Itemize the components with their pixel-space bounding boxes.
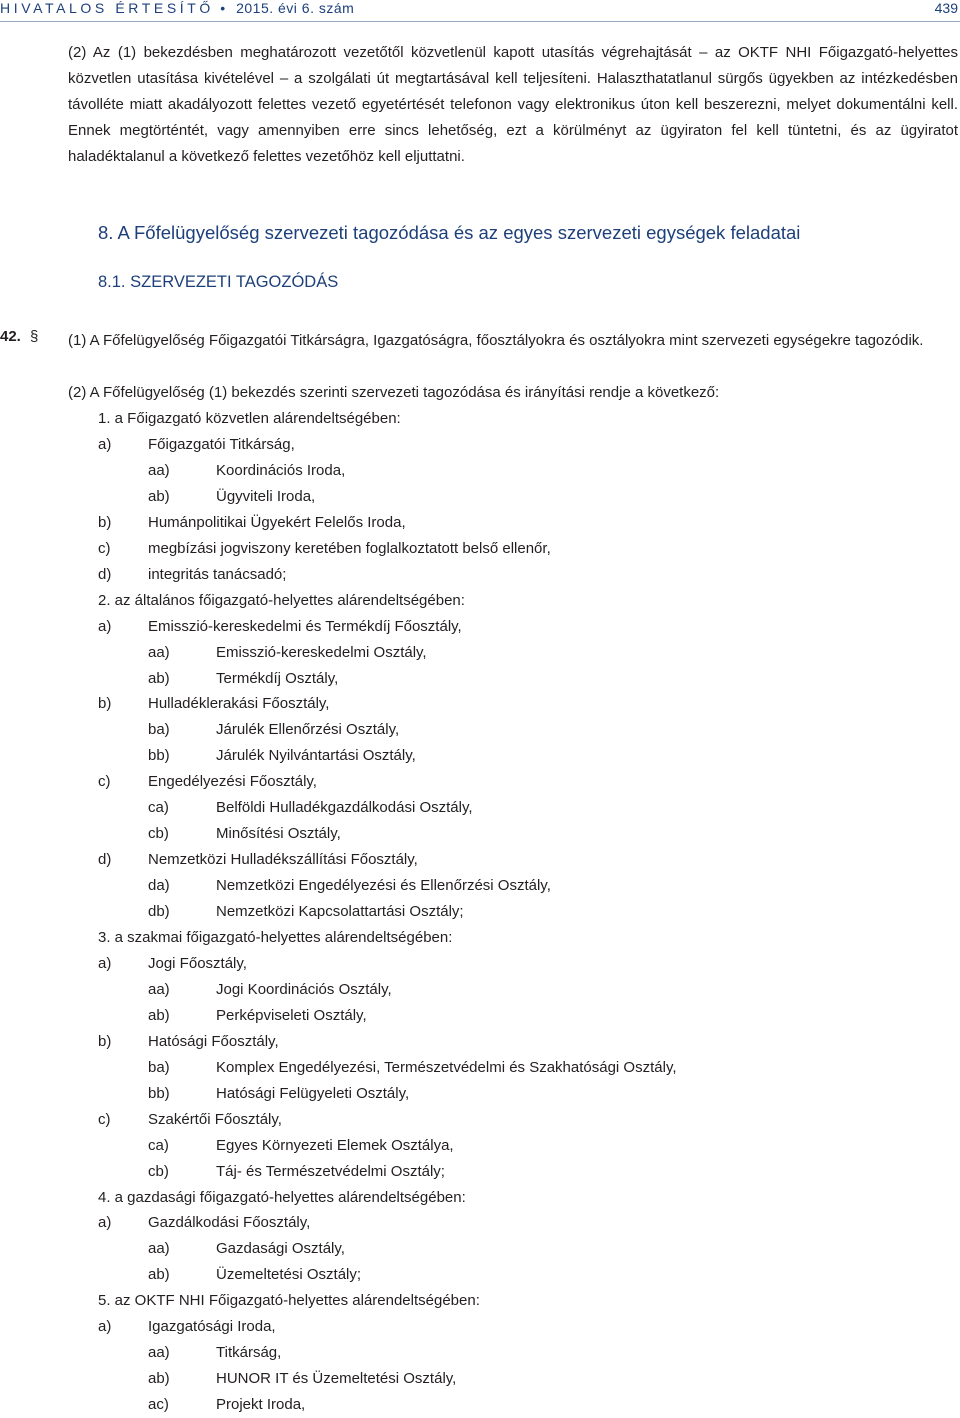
list-subitem: Egyes Környezeti Elemek Osztálya, [216,1137,454,1154]
list-subitem-label: bb) [148,747,170,764]
issue-label: 2015. évi 6. szám [236,0,355,16]
list-subitem-label: aa) [148,1240,170,1257]
section-number: 42. [0,328,21,345]
list-item-label: a) [98,618,112,635]
list-item-label: b) [98,514,112,531]
list-item-label: a) [98,1214,112,1231]
list-subitem: Komplex Engedélyezési, Természetvédelmi és Szakhatósági Osztály, [216,1059,677,1076]
list-subitem-label: aa) [148,644,170,661]
list-item-label: d) [98,566,112,583]
list-subitem-label: ca) [148,1137,169,1154]
running-header [0,0,354,16]
list-subitem-label: aa) [148,462,170,479]
list-group-heading: 5. az OKTF NHI Főigazgató-helyettes alárendeltségében: [98,1292,480,1309]
list-item: Jogi Főosztály, [148,955,247,972]
list-subitem-label: ba) [148,721,170,738]
publication-title: HIVATALOS ÉRTESÍTŐ [0,0,214,16]
list-subitem: Minősítési Osztály, [216,825,341,842]
section-paragraph-2: (2) A Főfelügyelőség (1) bekezdés szerinti szervezeti tagozódása és irányítási rendje a következő: [68,384,720,401]
list-subitem: HUNOR IT és Üzemeltetési Osztály, [216,1370,457,1387]
list-subitem: Ügyviteli Iroda, [216,488,316,505]
list-subitem-label: bb) [148,1085,170,1102]
list-subitem-label: ac) [148,1396,169,1413]
list-subitem-label: ba) [148,1059,170,1076]
list-subitem: Belföldi Hulladékgazdálkodási Osztály, [216,799,473,816]
list-subitem: Nemzetközi Kapcsolattartási Osztály; [216,903,464,920]
list-item: Hulladéklerakási Főosztály, [148,695,330,712]
list-item: Gazdálkodási Főosztály, [148,1214,311,1231]
list-subitem-label: ab) [148,1007,170,1024]
list-subitem: Hatósági Felügyeleti Osztály, [216,1085,410,1102]
list-item: Igazgatósági Iroda, [148,1318,276,1335]
list-item: Szakértői Főosztály, [148,1111,282,1128]
header-bullet: • [220,0,226,16]
list-subitem: Nemzetközi Engedélyezési és Ellenőrzési Osztály, [216,877,551,894]
section-heading: 8.1. SZERVEZETI TAGOZÓDÁS [98,273,339,291]
list-group-heading: 3. a szakmai főigazgató-helyettes alárendeltségében: [98,929,453,946]
list-subitem-label: da) [148,877,170,894]
list-subitem-label: ab) [148,1370,170,1387]
list-item: Főigazgatói Titkárság, [148,436,295,453]
list-subitem: Titkárság, [216,1344,282,1361]
page-header [0,0,960,24]
intro-paragraph: (2) Az (1) bekezdésben meghatározott vezetőtől közvetlenül kapott utasítás végrehajtását – az OKTF NHI Főigazgató-helyettes közvetlen utasítása kivételével – a szolgálati út megtartásával kell teljesíteni. Halaszthatatlanul sürgős ügyekben az intézkedésben távolléte miatt akadályozott felettes vezető egyetértését telefonon vagy elektronikus úton kell beszerezni, melyet dokumentálni kell. Ennek megtörténtét, vagy amennyiben erre sincs lehetőség, ezt a körülményt az ügyiraton fel kell tüntetni, és az ügyiratot haladéktalanul a következő felettes vezetőhöz kell eljuttatni. [68,44,958,165]
list-subitem-label: aa) [148,1344,170,1361]
header-divider [0,21,960,22]
list-item: Nemzetközi Hulladékszállítási Főosztály, [148,851,418,868]
list-group-heading: 4. a gazdasági főigazgató-helyettes alárendeltségében: [98,1189,466,1206]
list-subitem: Emisszió-kereskedelmi Osztály, [216,644,427,661]
list-subitem: Üzemeltetési Osztály; [216,1266,362,1283]
list-subitem: Gazdasági Osztály, [216,1240,345,1257]
list-subitem: Projekt Iroda, [216,1396,306,1413]
list-item-label: c) [98,1111,111,1128]
list-item-label: a) [98,955,112,972]
list-subitem: Jogi Koordinációs Osztály, [216,981,392,998]
list-item-label: c) [98,540,111,557]
list-item: megbízási jogviszony keretében foglalkoztatott belső ellenőr, [148,540,551,557]
list-subitem: Járulék Nyilvántartási Osztály, [216,747,416,764]
chapter-heading: 8. A Főfelügyelőség szervezeti tagozódása és az egyes szervezeti egységek feladatai [98,222,801,243]
list-item-label: a) [98,436,112,453]
list-item-label: a) [98,1318,112,1335]
section-paragraph-1: (1) A Főfelügyelőség Főigazgatói Titkárságra, Igazgatóságra, főosztályokra és osztályokra mint szervezeti egységekre tagozódik. [68,332,924,349]
list-subitem: Táj- és Természetvédelmi Osztály; [216,1163,445,1180]
list-subitem-label: ab) [148,670,170,687]
list-subitem: Járulék Ellenőrzési Osztály, [216,721,400,738]
list-item: Engedélyezési Főosztály, [148,773,317,790]
list-subitem-label: cb) [148,1163,169,1180]
section-sign: § [30,328,39,345]
list-item-label: c) [98,773,111,790]
list-subitem-label: ab) [148,1266,170,1283]
list-subitem-label: cb) [148,825,169,842]
list-item: Humánpolitikai Ügyekért Felelős Iroda, [148,514,406,531]
list-group-heading: 1. a Főigazgató közvetlen alárendeltségében: [98,410,401,427]
list-item: Hatósági Főosztály, [148,1033,279,1050]
list-item-label: b) [98,695,112,712]
list-subitem-label: ab) [148,488,170,505]
list-item-label: b) [98,1033,112,1050]
list-subitem: Koordinációs Iroda, [216,462,346,479]
page-number: 439 [934,0,958,16]
list-subitem: Termékdíj Osztály, [216,670,339,687]
list-subitem-label: ca) [148,799,169,816]
list-item-label: d) [98,851,112,868]
list-item: Emisszió-kereskedelmi és Termékdíj Főosztály, [148,618,462,635]
list-subitem: Perképviseleti Osztály, [216,1007,367,1024]
list-subitem-label: aa) [148,981,170,998]
list-subitem-label: db) [148,903,170,920]
list-item: integritás tanácsadó; [148,566,287,583]
list-group-heading: 2. az általános főigazgató-helyettes alárendeltségében: [98,592,465,609]
